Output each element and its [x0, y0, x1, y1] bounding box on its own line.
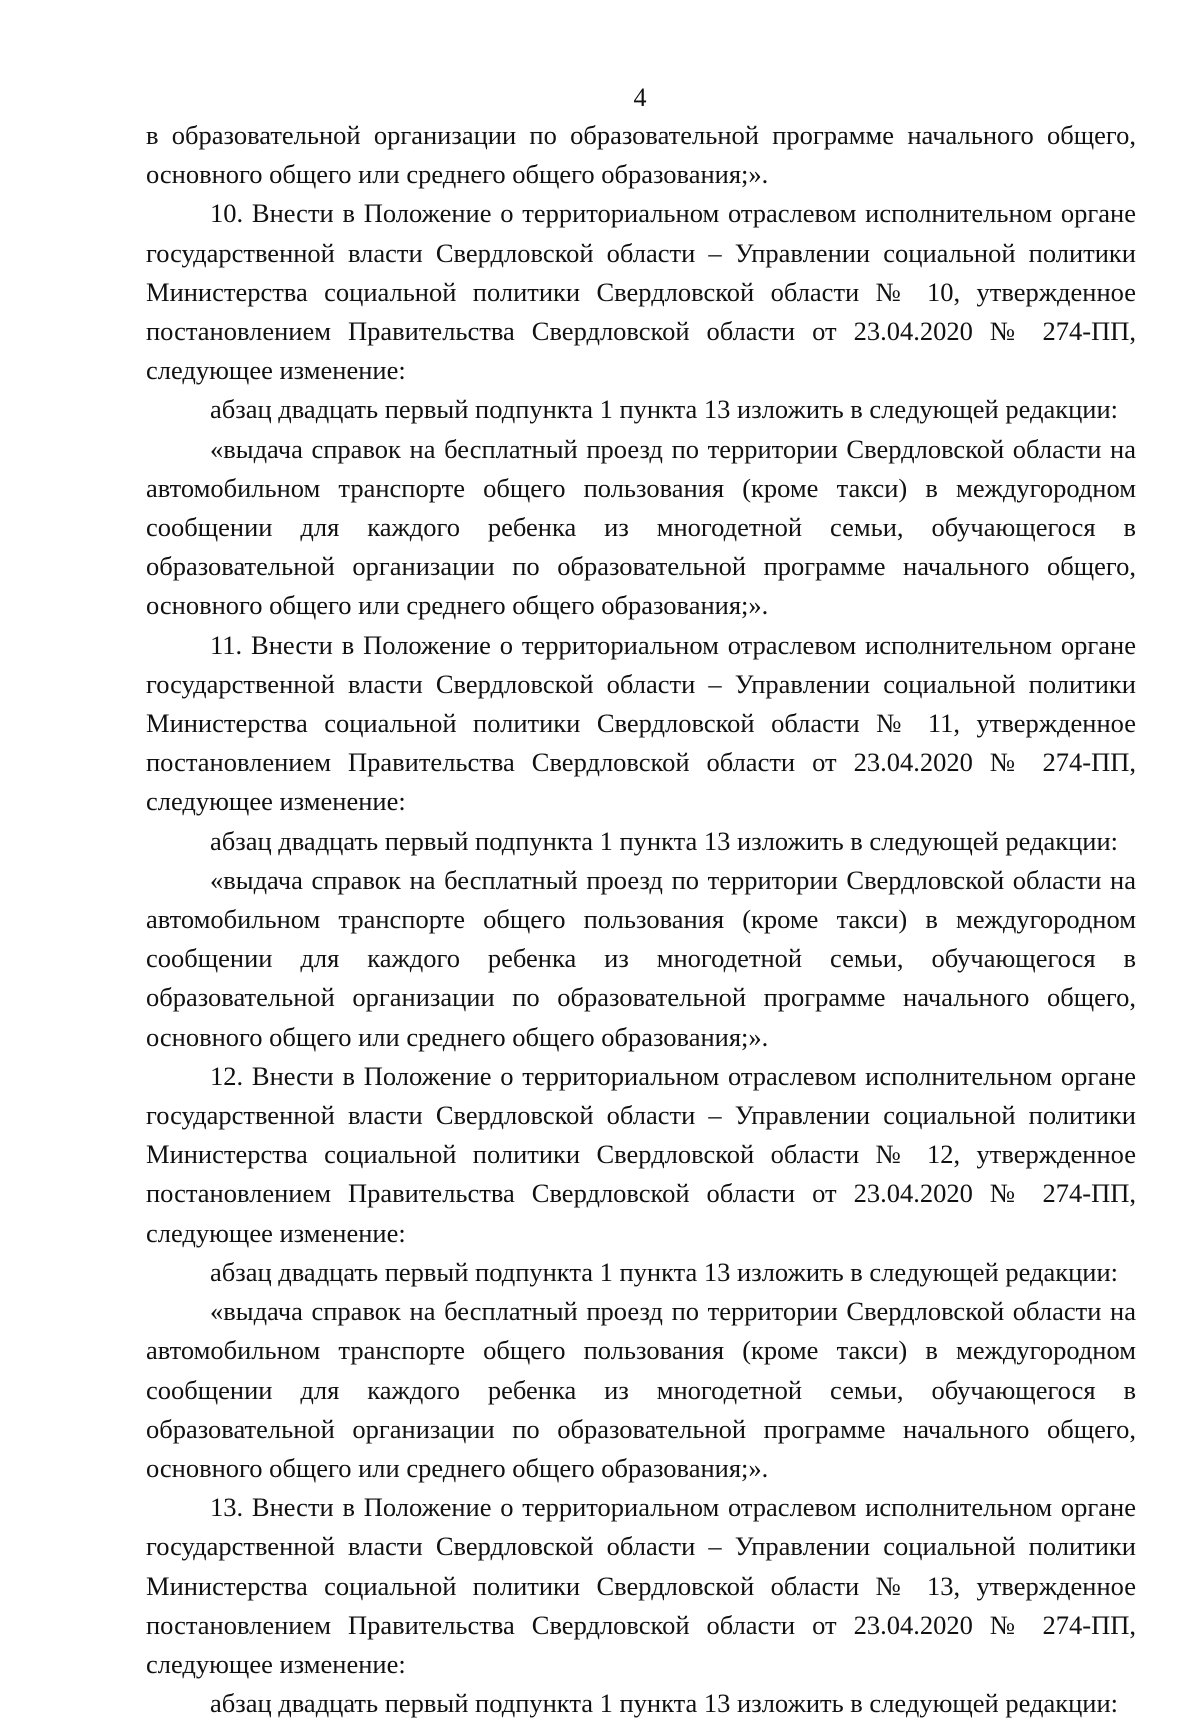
paragraph-item-11: 11. Внести в Положение о территориальном отраслевом исполнительном органе государственной власти Свердловской области – Управлении социальной политики Министерства социальной политики Свердловской области № 11, утвержденное постановлением Правительства Свердловской области от 23.04.2020 № 274-ПП, следующее изменение: — [146, 629, 1136, 817]
paragraph-item-13: 13. Внести в Положение о территориальном отраслевом исполнительном органе государственной власти Свердловской области – Управлении социальной политики Министерства социальной политики Свердловской области № 13, утвержденное постановлением Правительства Свердловской области от 23.04.2020 № 274-ПП, следующее изменение: — [146, 1492, 1136, 1679]
paragraph-item-11-quote: «выдача справок на бесплатный проезд по территории Свердловской области на автомобильном транспорте общего пользования (кроме такси) в междугородном сообщении для каждого ребенка из многодетной семьи, обучающегося в образовательной организации по образовательной программе начального общего, основного общего или среднего общего образования;». — [146, 864, 1136, 1052]
paragraph-item-12-quote: «выдача справок на бесплатный проезд по территории Свердловской области на автомобильном транспорте общего пользования (кроме такси) в междугородном сообщении для каждого ребенка из многодетной семьи, обучающегося в образовательной организации по образовательной программе начального общего, основного общего или среднего общего образования;». — [146, 1296, 1136, 1483]
paragraph-item-12: 12. Внести в Положение о территориальном отраслевом исполнительном органе государственной власти Свердловской области – Управлении социальной политики Министерства социальной политики Свердловской области № 12, утвержденное постановлением Правительства Свердловской области от 23.04.2020 № 274-ПП, следующее изменение: — [146, 1060, 1136, 1248]
page-number: 4 — [633, 83, 647, 112]
paragraph-item-10-instruction: абзац двадцать первый подпункта 1 пункта 13 изложить в следующей редакции: — [210, 394, 1119, 425]
paragraph-item-10: 10. Внести в Положение о территориальном отраслевом исполнительном органе государственной власти Свердловской области – Управлении социальной политики Министерства социальной политики Свердловской области № 10, утвержденное постановлением Правительства Свердловской области от 23.04.2020 № 274-ПП, следующее изменение: — [146, 198, 1136, 386]
paragraph-item-10-quote: «выдача справок на бесплатный проезд по территории Свердловской области на автомобильном транспорте общего пользования (кроме такси) в междугородном сообщении для каждого ребенка из многодетной семьи, обучающегося в образовательной организации по образовательной программе начального общего, основного общего или среднего общего образования;». — [146, 433, 1136, 621]
paragraph-item-11-instruction: абзац двадцать первый подпункта 1 пункта 13 изложить в следующей редакции: — [210, 825, 1119, 856]
paragraph-item-12-instruction: абзац двадцать первый подпункта 1 пункта 13 изложить в следующей редакции: — [210, 1256, 1119, 1287]
paragraph-continuation: в образовательной организации по образовательной программе начального общего, основного общего или среднего общего образования;». — [146, 120, 1136, 190]
document-body — [146, 116, 1136, 1723]
paragraph-item-13-instruction: абзац двадцать первый подпункта 1 пункта 13 изложить в следующей редакции: — [210, 1688, 1119, 1719]
